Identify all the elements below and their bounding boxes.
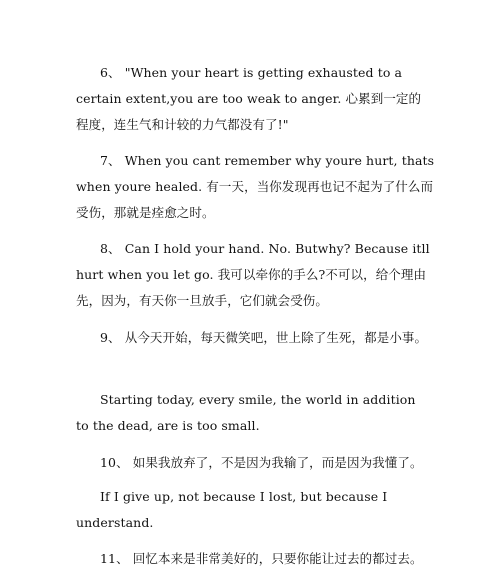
paragraph-line: Starting today, every smile, the world in addition [100,392,416,407]
paragraph-line: understand. [76,515,154,530]
paragraph-11 [76,546,426,572]
paragraph-line: to the dead, are is too small. [76,418,260,433]
paragraph-7 [76,148,435,226]
paragraph-line: 8、 Can I hold your hand. No. Butwhy? Because itll [100,241,430,256]
paragraph-9 [76,325,426,351]
paragraph-line: 先，因为，有天你一旦放手，它们就会受伤。 [76,293,329,308]
paragraph-line: hurt when you let go. 我可以牵你的手么?不可以，给个理由 [76,267,427,282]
paragraph-line: when youre healed. 有一天，当你发现再也记不起为了什么而 [76,179,434,194]
paragraph-line: certain extent,you are too weak to anger. 心累到一定的 [76,91,422,106]
paragraph-line: 10、 如果我放弃了，不是因为我输了，而是因为我懂了。 [100,455,423,470]
paragraph-line: 7、 When you cant remember why youre hurt, thats [100,153,435,168]
paragraph-8 [76,236,430,314]
paragraph-9-translation [76,387,426,439]
paragraph-line: 受伤，那就是痊愈之时。 [76,205,215,220]
paragraph-line: 6、 "When your heart is getting exhausted to a [100,65,403,80]
paragraph-line: 程度，连生气和计较的力气都没有了!" [76,117,289,132]
paragraph-line: 9、 从今天开始，每天微笑吧，世上除了生死，都是小事。 [100,330,428,345]
paragraph-line: 11、 回忆本来是非常美好的，只要你能让过去的都过去。 [100,551,423,566]
paragraph-line: If I give up, not because I lost, but because I [100,489,388,504]
paragraph-10 [76,450,426,476]
paragraph-10-translation [76,484,426,536]
paragraph-6 [76,60,426,138]
